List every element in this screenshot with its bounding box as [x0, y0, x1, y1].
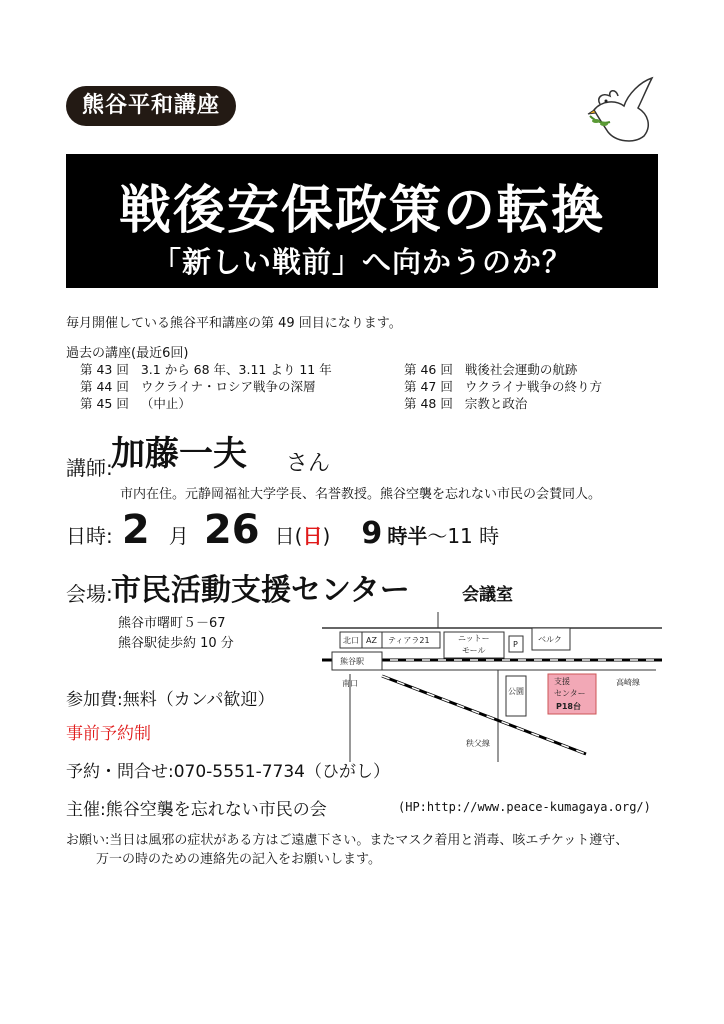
past-lecture-topic: 戦後社会運動の航跡 — [464, 362, 578, 377]
past-lecture-item — [404, 394, 527, 412]
intro-text: 毎月開催している熊谷平和講座の第 49 回目になります。 — [66, 316, 402, 331]
map-station: 熊谷駅 — [340, 657, 364, 666]
past-lecture-topic: 3.1 から 68 年、3.11 より 11 年 — [140, 362, 332, 377]
map-parking: P — [513, 640, 518, 649]
past-lecture-topic: ウクライナ・ロシア戦争の深層 — [140, 379, 316, 394]
past-lecture-number: 第 45 回 — [80, 396, 129, 411]
date-month: 2 — [121, 507, 150, 553]
past-lecture-number: 第 48 回 — [404, 396, 453, 411]
date-close-paren: ) — [322, 524, 331, 548]
venue-label: 会場: — [66, 582, 113, 606]
past-lecture-item — [80, 377, 315, 395]
map-nitto-1: ニットー — [458, 634, 490, 643]
title-banner — [66, 154, 658, 288]
map-south-exit: 南口 — [342, 679, 358, 688]
organizer-url[interactable]: (HP:http://www.peace-kumagaya.org/) — [398, 800, 651, 814]
series-badge: 熊谷平和講座 — [66, 86, 236, 126]
dove-icon — [582, 70, 662, 150]
map-takasaki-label: 高崎線 — [616, 678, 640, 687]
date-month-unit: 月 — [168, 524, 189, 548]
map-park: 公園 — [508, 687, 524, 696]
map-chichibu-label: 秩父線 — [466, 739, 490, 748]
map-north-exit: 北口 — [343, 636, 359, 645]
date-day: 26 — [203, 507, 260, 553]
date-time — [66, 507, 499, 557]
past-lecture-number: 第 47 回 — [404, 379, 453, 394]
map-bell: ベルク — [538, 635, 562, 644]
venue-map — [316, 612, 666, 762]
venue-address: 熊谷市曙町５－67 — [118, 616, 226, 631]
past-lecture-item — [404, 377, 602, 395]
venue-name: 市民活動支援センター — [111, 573, 410, 608]
time-start: 9 — [361, 516, 383, 551]
map-tiara: ティアラ21 — [388, 636, 430, 645]
fee-text: 参加費:無料（カンパ歓迎） — [66, 690, 275, 710]
past-lecture-topic: （中止） — [140, 396, 191, 411]
lecturer-name: 加藤一夫 — [111, 434, 247, 474]
time-end: ～11 時 — [427, 524, 500, 548]
map-center-1: 支援 — [554, 677, 570, 686]
main-title: 戦後安保政策の転換 — [118, 181, 605, 241]
past-lecture-topic: 宗教と政治 — [464, 396, 528, 411]
past-lecture-item — [80, 394, 191, 412]
venue-room: 会議室 — [462, 585, 513, 605]
past-lectures-title: 過去の講座(最近6回) — [66, 346, 189, 361]
reservation-notice: 事前予約制 — [66, 724, 151, 744]
map-az: AZ — [366, 636, 377, 645]
map-center-3: P18台 — [556, 702, 581, 711]
date-weekday: 日 — [302, 524, 323, 548]
venue-access: 熊谷駅徒歩約 10 分 — [118, 636, 234, 651]
lecturer-label: 講師: — [66, 456, 113, 480]
organizer-text: 主催:熊谷空襲を忘れない市民の会 — [66, 800, 327, 820]
past-lecture-item — [80, 360, 332, 378]
notice-line-1: お願い:当日は風邪の症状がある方はご遠慮下さい。またマスク着用と消毒、咳エチケット遵守、 — [66, 833, 629, 848]
past-lecture-item — [404, 360, 577, 378]
map-center-2: センター — [554, 689, 586, 698]
sub-title: 「新しい戦前」へ向かうのか？ — [151, 245, 572, 279]
lecturer-description: 市内在住。元静岡福祉大学学長、名誉教授。熊谷空襲を忘れない市民の会賛同人。 — [120, 487, 602, 502]
notice-line-2: 万一の時のための連絡先の記入をお願いします。 — [96, 852, 381, 867]
date-label: 日時: — [66, 524, 113, 548]
lecturer-honorific: さん — [286, 451, 331, 476]
past-lecture-number: 第 43 回 — [80, 362, 129, 377]
map-nitto-2: モール — [462, 646, 486, 655]
past-lecture-number: 第 46 回 — [404, 362, 453, 377]
map-park-box — [506, 676, 526, 716]
contact-text: 予約・問合せ:070-5551-7734（ひがし） — [66, 762, 390, 782]
past-lecture-topic: ウクライナ戦争の終り方 — [464, 379, 602, 394]
past-lecture-number: 第 44 回 — [80, 379, 129, 394]
time-start-unit: 時半 — [387, 524, 428, 548]
date-day-unit: 日( — [274, 524, 303, 548]
